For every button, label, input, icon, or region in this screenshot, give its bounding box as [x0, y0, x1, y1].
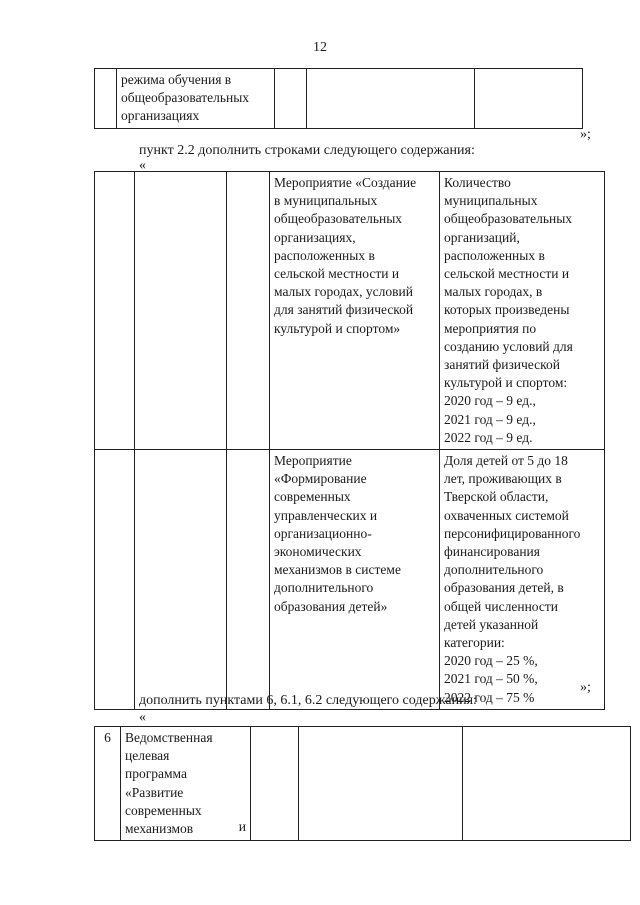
- table-cell: [227, 172, 270, 450]
- table-row: [95, 727, 631, 841]
- indicator-cell: Количество муниципальных общеобразовательных организаций, расположенных в сельской местности и малых городах, в которых произведены мероприятия по созданию условий для занятий физической культурой и спортом: 2020 год – 9 ед., 2021 год – 9 ед., 2022 год – 9 ед.: [440, 172, 605, 450]
- event-cell: Мероприятие «Формирование современных управленческих и организационно- экономических механизмов в системе дополнительного образования детей»: [270, 450, 440, 710]
- table-cell: [95, 69, 117, 129]
- table-cell-text: режима обучения в общеобразовательных организациях: [117, 69, 275, 129]
- closing-quote: »;: [580, 680, 591, 695]
- program-cell: [121, 727, 251, 841]
- program-text-tail: и: [238, 819, 246, 835]
- page-number: 12: [313, 40, 327, 55]
- closing-quote: »;: [580, 127, 591, 142]
- table-cell: [95, 172, 135, 450]
- table-cell: [135, 172, 227, 450]
- table-cell: [95, 450, 135, 710]
- program-text: Ведомственная целевая программа «Развитие современных механизмов: [125, 730, 213, 837]
- table-cell: [227, 450, 270, 710]
- paragraph-text: пункт 2.2 дополнить строками следующего содержания:: [139, 143, 475, 158]
- opening-quote: «: [139, 710, 146, 725]
- table-measures: [94, 171, 605, 710]
- table-continuation: [94, 68, 583, 129]
- table-cell: [463, 727, 631, 841]
- paragraph-text: дополнить пунктами 6, 6.1, 6.2 следующего содержания:: [139, 693, 477, 708]
- event-cell: Мероприятие «Создание в муниципальных общеобразовательных организациях, расположенных в сельской местности и малых городах, условий для занятий физической культурой и спортом»: [270, 172, 440, 450]
- indicator-cell: Доля детей от 5 до 18 лет, проживающих в Тверской области, охваченных системой персонифицированного финансирования дополнительного образования детей, в общей численности детей указанной категории: 2020 год – 25 %, 2021 год – 50 %, 2022 год – 75 %: [440, 450, 605, 710]
- table-row: [95, 172, 605, 450]
- item-number: 6: [95, 727, 121, 841]
- table-cell: [275, 69, 307, 129]
- table-cell: [251, 727, 299, 841]
- table-cell: [299, 727, 463, 841]
- opening-quote: «: [139, 158, 146, 173]
- table-programs: [94, 726, 631, 841]
- table-row: [95, 450, 605, 710]
- table-cell: [307, 69, 475, 129]
- table-cell: [135, 450, 227, 710]
- table-cell: [475, 69, 583, 129]
